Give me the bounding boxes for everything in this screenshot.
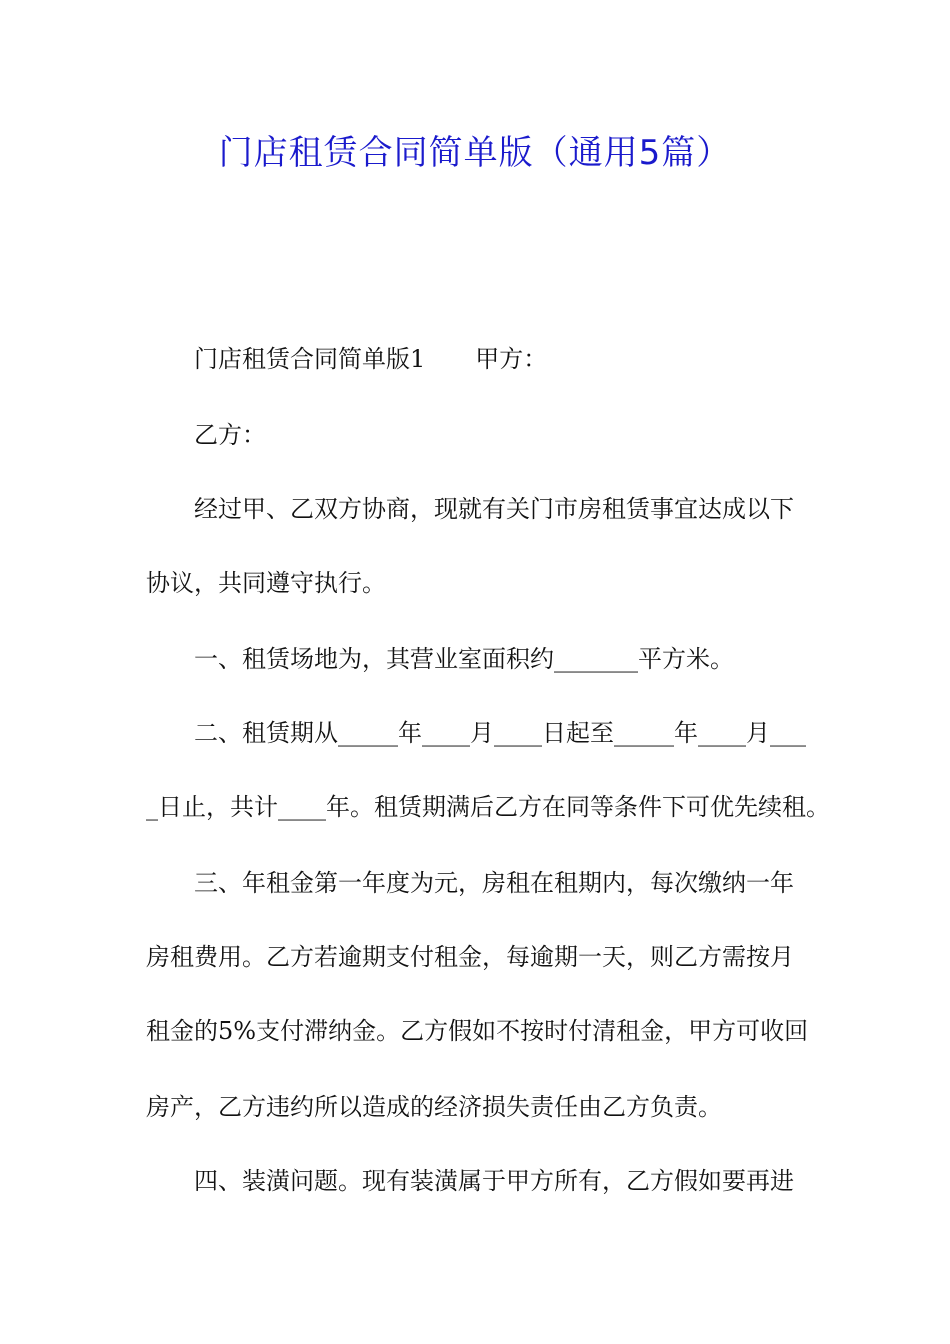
- document-title: 门店租赁合同简单版（通用5篇）: [218, 133, 732, 173]
- clause-2-line-1: 二、租赁期从_____年____月____日起至_____年____月___: [194, 719, 806, 747]
- contract-heading-line: [194, 344, 874, 374]
- party-b-label: 乙方：: [194, 421, 266, 449]
- contract-number-label: 门店租赁合同简单版1: [194, 345, 426, 373]
- clause-3-line-1: 三、年租金第一年度为元，房租在租期内，每次缴纳一年: [194, 869, 794, 897]
- party-a-label: 甲方：: [475, 345, 548, 373]
- clause-3-line-3: 租金的5%支付滞纳金。乙方假如不按时付清租金，甲方可收回: [146, 1017, 809, 1045]
- clause-3-line-4: 房产，乙方违约所以造成的经济损失责任由乙方负责。: [146, 1093, 722, 1121]
- clause-1-line-1: 一、租赁场地为，其营业室面积约_______平方米。: [194, 645, 734, 673]
- clause-2-line-2: _日止，共计____年。租赁期满后乙方在同等条件下可优先续租。: [146, 793, 830, 821]
- clause-3-line-2: 房租费用。乙方若逾期支付租金，每逾期一天，则乙方需按月: [146, 943, 794, 971]
- paragraph-intro-line-2: 协议，共同遵守执行。: [146, 569, 386, 597]
- clause-4-line-1: 四、装潢问题。现有装潢属于甲方所有，乙方假如要再进: [194, 1167, 794, 1195]
- paragraph-intro-line-1: 经过甲、乙双方协商，现就有关门市房租赁事宜达成以下: [194, 495, 794, 523]
